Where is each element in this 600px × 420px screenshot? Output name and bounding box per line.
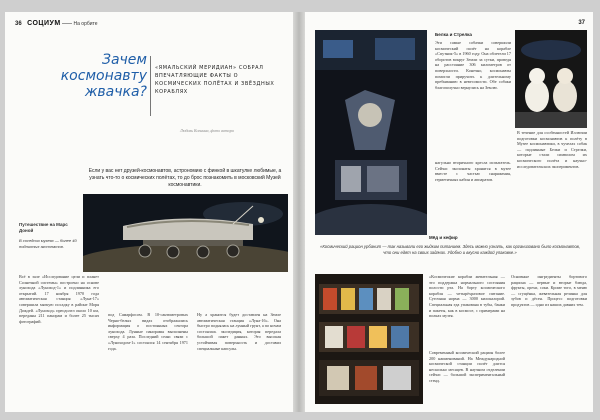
running-header — [15, 20, 98, 27]
food-body-col-1: «Космические корабли жевательная — это поддержка нормального состояния полости рта. На борту космического корабля — четырёхразовое питание. Суточная норма — 3000 килокалорий. Специальная еда упакована в тубы, банки и пакеты, как в космосе, с примерами на полках музея. — [429, 274, 505, 319]
dogs-illustration — [515, 30, 587, 128]
caption-title: Путешествие на Марс Доной — [19, 222, 68, 233]
author-credit: Любовь Копнина, фото автора — [180, 128, 234, 133]
gutter-shadow — [293, 12, 305, 412]
body-column-3: Ну а хранится будет доставлен на Земле автоматическая станция «Луна-16». Она быстро поднялась на лунный грунт, а по ночам состоялась экспедиция, которая передала большой пакет данных. Это высокая устойчивая поверхность и доставил специальные капсулы. — [197, 312, 281, 351]
lead-paragraph: Если у вас нет друзей-космонавтов, астрономию с финкой в шкатулке любимые, а узнать что-то о космических полётах, то до брос познакомить в московский Музей космонавтики. — [88, 168, 282, 188]
lunokhod-photo — [83, 194, 288, 272]
photo-caption — [19, 222, 79, 250]
body-column-2: под Самарфосом. В 10-сантиметровых Черно-белых видах отображались информация о постоянных сектора лунохода. Лунные панорамы выполнены сверху 4 раза. Последний сеанс связи с «Луноходом-1» состоялся 14 сентября 1971 года. — [108, 312, 188, 351]
article-title: Зачем космонавту жвачка? — [60, 52, 147, 100]
section-name: На орбите — [73, 21, 98, 27]
section-heading-belka: Белка и Стрелка — [435, 32, 472, 37]
magazine-name: СОЦИУМ — [27, 20, 61, 27]
space-food-photo — [315, 274, 423, 404]
food-body-col-3: Современный космический рацион более 200 наименований. На Международной космической станции полёт длится несколько месяцев. В научном отделении сейчас — большой экспериментальный стенд. — [429, 350, 505, 383]
museum-hall-illustration — [315, 30, 427, 235]
space-food-illustration — [315, 274, 423, 404]
section-heading-honey: Мёд и кефир — [429, 235, 458, 240]
page-number: 36 — [15, 21, 22, 27]
food-quote: «Космический рацион урбанит — так называли его жидким питанием. Здесь можно узнать, как организовано было космонавтов, что они едят на своих задачах. Удобно и вкусно каждой упаковке.» — [319, 244, 581, 255]
right-page — [305, 12, 593, 412]
belka-strelka-photo — [515, 30, 587, 128]
lunokhod-illustration — [83, 194, 288, 272]
left-page — [5, 12, 293, 412]
food-body-col-2: Основные ингредиенты бортового рациона — первые и вторые блюда, фрукты, орехи, соки. Кроме того, в меню — сгущёнка, жевательная резинка для зубов и дёсен. Процесс подготовки продуктов — одно из наших давних тем. — [511, 274, 587, 307]
page-number-right: 37 — [578, 20, 585, 26]
belka-text: Эти самые собачки совершили космический полёт на корабле «Спутник-5» в 1960 году. Она облетели 17 оборотов вокруг Земли за сутки, проведя на расстояние 306 километров от поверхности. Конечно, космонавты помогли приручить к длительному пребыванию в невесомости. Обе собаки благополучно вернулись на Землю. — [435, 40, 511, 90]
museum-hall-photo — [315, 30, 427, 235]
body-column-1: Всё в зале «Исследование цели и планет Солнечной системы» построено на основе лунохода «Луноход-1» и подлинника его открытий. 17 ноября 1970 года автоматическая станция «Луна-17» совершила мягкую посадку в районе Моря Дождей. «Луноход» преодолел около 10 км, переданы 211 панорам и более 25 тысяч фотографий. — [19, 274, 99, 324]
belka-text-4: нагульно вторичного кресла испытатель. Сейчас экспонаты хранятся в музее вместе с частью снаряжения, герметичных кабин и аппаратов. — [435, 160, 511, 182]
caption-text: В соседних музеях — более 40 подлинных экспонатов. — [19, 238, 77, 249]
running-header-right — [578, 20, 585, 26]
title-divider — [150, 56, 151, 116]
belka-text-3: В течение для особенностей Иллюзии подготовки космонавтов к полёту в Музее космонавтики, в чучелах собак — подлинные Белки и Стрелки, которые стали символом их космического полёта и научно-исследовательских экспериментов. — [517, 130, 587, 169]
article-deck: «ЯМАЛЬСКИЙ МЕРИДИАН» СОБРАЛ ВПЕЧАТЛЯЮЩИЕ ФАКТЫ О КОСМИЧЕСКИХ ПОЛЁТАХ И ЗВЁЗДНЫХ КОРАБЛЯХ — [155, 65, 275, 95]
